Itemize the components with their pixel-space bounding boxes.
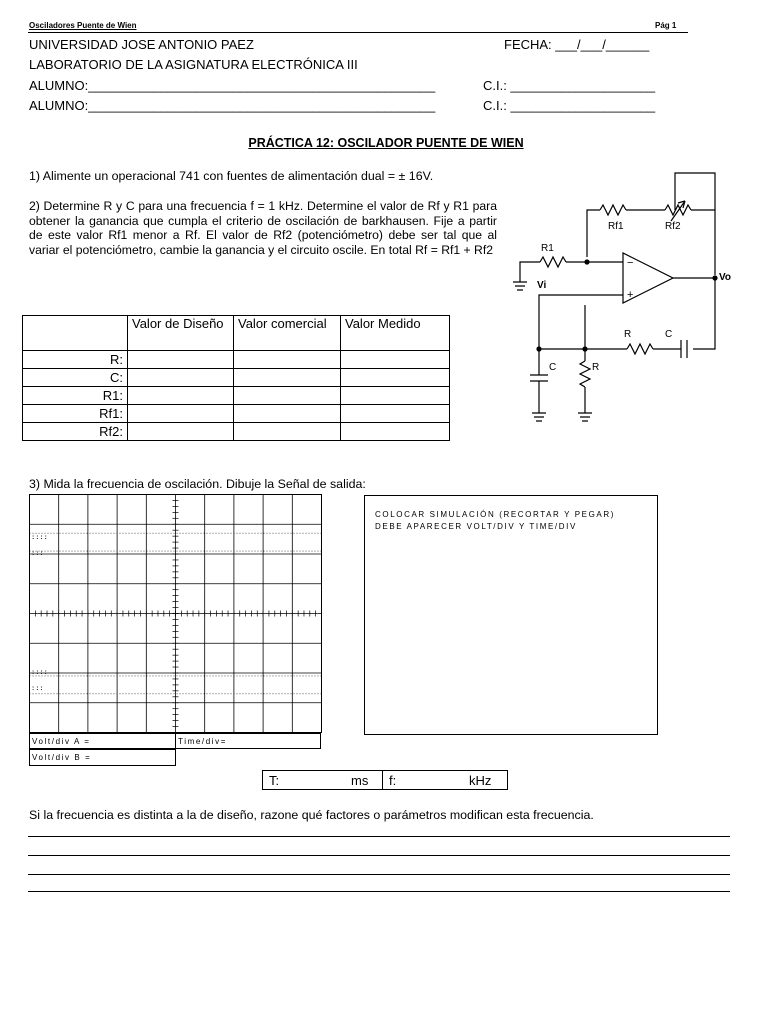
design-value-cell[interactable] xyxy=(128,405,234,423)
label-series-c: C xyxy=(665,329,673,340)
volt-div-b-label: Volt/div B = xyxy=(32,753,92,762)
lab-name: LABORATORIO DE LA ASIGNATURA ELECTRÓNICA III xyxy=(29,57,358,72)
commercial-value-cell[interactable] xyxy=(234,369,341,387)
wien-bridge-circuit-diagram xyxy=(505,165,745,430)
label-series-r: R xyxy=(624,329,632,340)
commercial-value-cell[interactable] xyxy=(234,387,341,405)
table-row xyxy=(23,405,450,423)
label-shunt-c: C xyxy=(549,362,557,373)
measured-value-cell[interactable] xyxy=(341,405,450,423)
label-rf2: Rf2 xyxy=(665,221,681,232)
volt-div-a-label: Volt/div A = xyxy=(32,737,91,746)
measurement-divider xyxy=(382,771,383,789)
table-header-cell: Valor comercial xyxy=(234,316,341,351)
time-div-box xyxy=(175,733,321,749)
frequency-unit: kHz xyxy=(469,773,492,788)
measured-value-cell[interactable] xyxy=(341,387,450,405)
answer-line[interactable] xyxy=(28,855,730,856)
label-vi: Vi xyxy=(537,280,547,291)
answer-line[interactable] xyxy=(28,836,730,837)
scope-level-mark: ::: xyxy=(31,684,44,692)
student-2-field: ALUMNO:________________________________________________ xyxy=(29,98,436,113)
date-field: FECHA: ___/___/______ xyxy=(504,37,650,52)
doc-tag: Osciladores Puente de Wien xyxy=(29,21,137,30)
scope-level-mark: :::: xyxy=(31,533,48,541)
component-values-table xyxy=(22,315,450,441)
frequency-label: f: xyxy=(389,773,397,788)
step-3-text: 3) Mida la frecuencia de oscilación. Dibuje la Señal de salida: xyxy=(29,477,366,491)
header-rule xyxy=(28,32,688,33)
answer-line[interactable] xyxy=(28,874,730,875)
time-div-label: Time/div= xyxy=(178,737,228,746)
simulation-paste-box[interactable] xyxy=(364,495,658,735)
commercial-value-cell[interactable] xyxy=(234,423,341,441)
student-1-field: ALUMNO:________________________________________________ xyxy=(29,78,436,93)
student-2-id-field: C.I.: ____________________ xyxy=(483,98,656,113)
row-label: Rf2: xyxy=(23,423,128,441)
measured-value-cell[interactable] xyxy=(341,369,450,387)
label-rf1: Rf1 xyxy=(608,221,624,232)
table-row xyxy=(23,423,450,441)
volt-div-b-box xyxy=(29,749,176,766)
scope-level-mark: :::: xyxy=(31,668,48,676)
label-inverting: − xyxy=(627,257,634,269)
scope-level-mark: ::: xyxy=(31,549,44,557)
table-header-cell: Valor de Diseño xyxy=(128,316,234,351)
label-noninverting: + xyxy=(627,289,634,301)
student-1-id-field: C.I.: ____________________ xyxy=(483,78,656,93)
page-number: Pág 1 xyxy=(655,21,677,30)
table-row xyxy=(23,369,450,387)
period-label: T: xyxy=(269,773,280,788)
design-value-cell[interactable] xyxy=(128,387,234,405)
row-label: R: xyxy=(23,351,128,369)
commercial-value-cell[interactable] xyxy=(234,405,341,423)
label-shunt-r: R xyxy=(592,362,600,373)
table-row xyxy=(23,387,450,405)
practice-title: PRÁCTICA 12: OSCILADOR PUENTE DE WIEN xyxy=(248,136,524,150)
table-header-cell xyxy=(23,316,128,351)
step-1-text: 1) Alimente un operacional 741 con fuentes de alimentación dual = ± 16V. xyxy=(29,169,434,183)
university-name: UNIVERSIDAD JOSE ANTONIO PAEZ xyxy=(29,37,254,52)
answer-line[interactable] xyxy=(28,891,730,892)
commercial-value-cell[interactable] xyxy=(234,351,341,369)
oscilloscope-grid xyxy=(29,494,323,734)
design-value-cell[interactable] xyxy=(128,369,234,387)
period-unit: ms xyxy=(351,773,369,788)
label-r1: R1 xyxy=(541,243,554,254)
measured-value-cell[interactable] xyxy=(341,423,450,441)
row-label: R1: xyxy=(23,387,128,405)
table-row xyxy=(23,351,450,369)
measured-value-cell[interactable] xyxy=(341,351,450,369)
design-value-cell[interactable] xyxy=(128,351,234,369)
simulation-instruction-2: DEBE APARECER VOLT/DIV Y TIME/DIV xyxy=(375,522,577,531)
table-header-row xyxy=(23,316,450,351)
question-text: Si la frecuencia es distinta a la de diseño, razone qué factores o parámetros modifican esta frecuencia. xyxy=(29,808,594,822)
design-value-cell[interactable] xyxy=(128,423,234,441)
step-2-text: 2) Determine R y C para una frecuencia f = 1 kHz. Determine el valor de Rf y R1 para obtener la ganancia que cumpla el criterio de oscilación de barkhausen. Fije a partir de este valor Rf1 menor a Rf. El valor de Rf2 (potenciómetro) debe ser tal que al variar el potenciómetro, cambie la ganancia y el circuito oscile. En total Rf = Rf1 + Rf2 xyxy=(29,199,497,257)
table-header-cell: Valor Medido xyxy=(341,316,450,351)
row-label: C: xyxy=(23,369,128,387)
volt-div-a-box xyxy=(29,733,176,749)
simulation-instruction-1: COLOCAR SIMULACIÓN (RECORTAR Y PEGAR) xyxy=(375,510,615,519)
row-label: Rf1: xyxy=(23,405,128,423)
label-vo: Vo xyxy=(719,272,732,283)
measurement-box xyxy=(262,770,508,790)
